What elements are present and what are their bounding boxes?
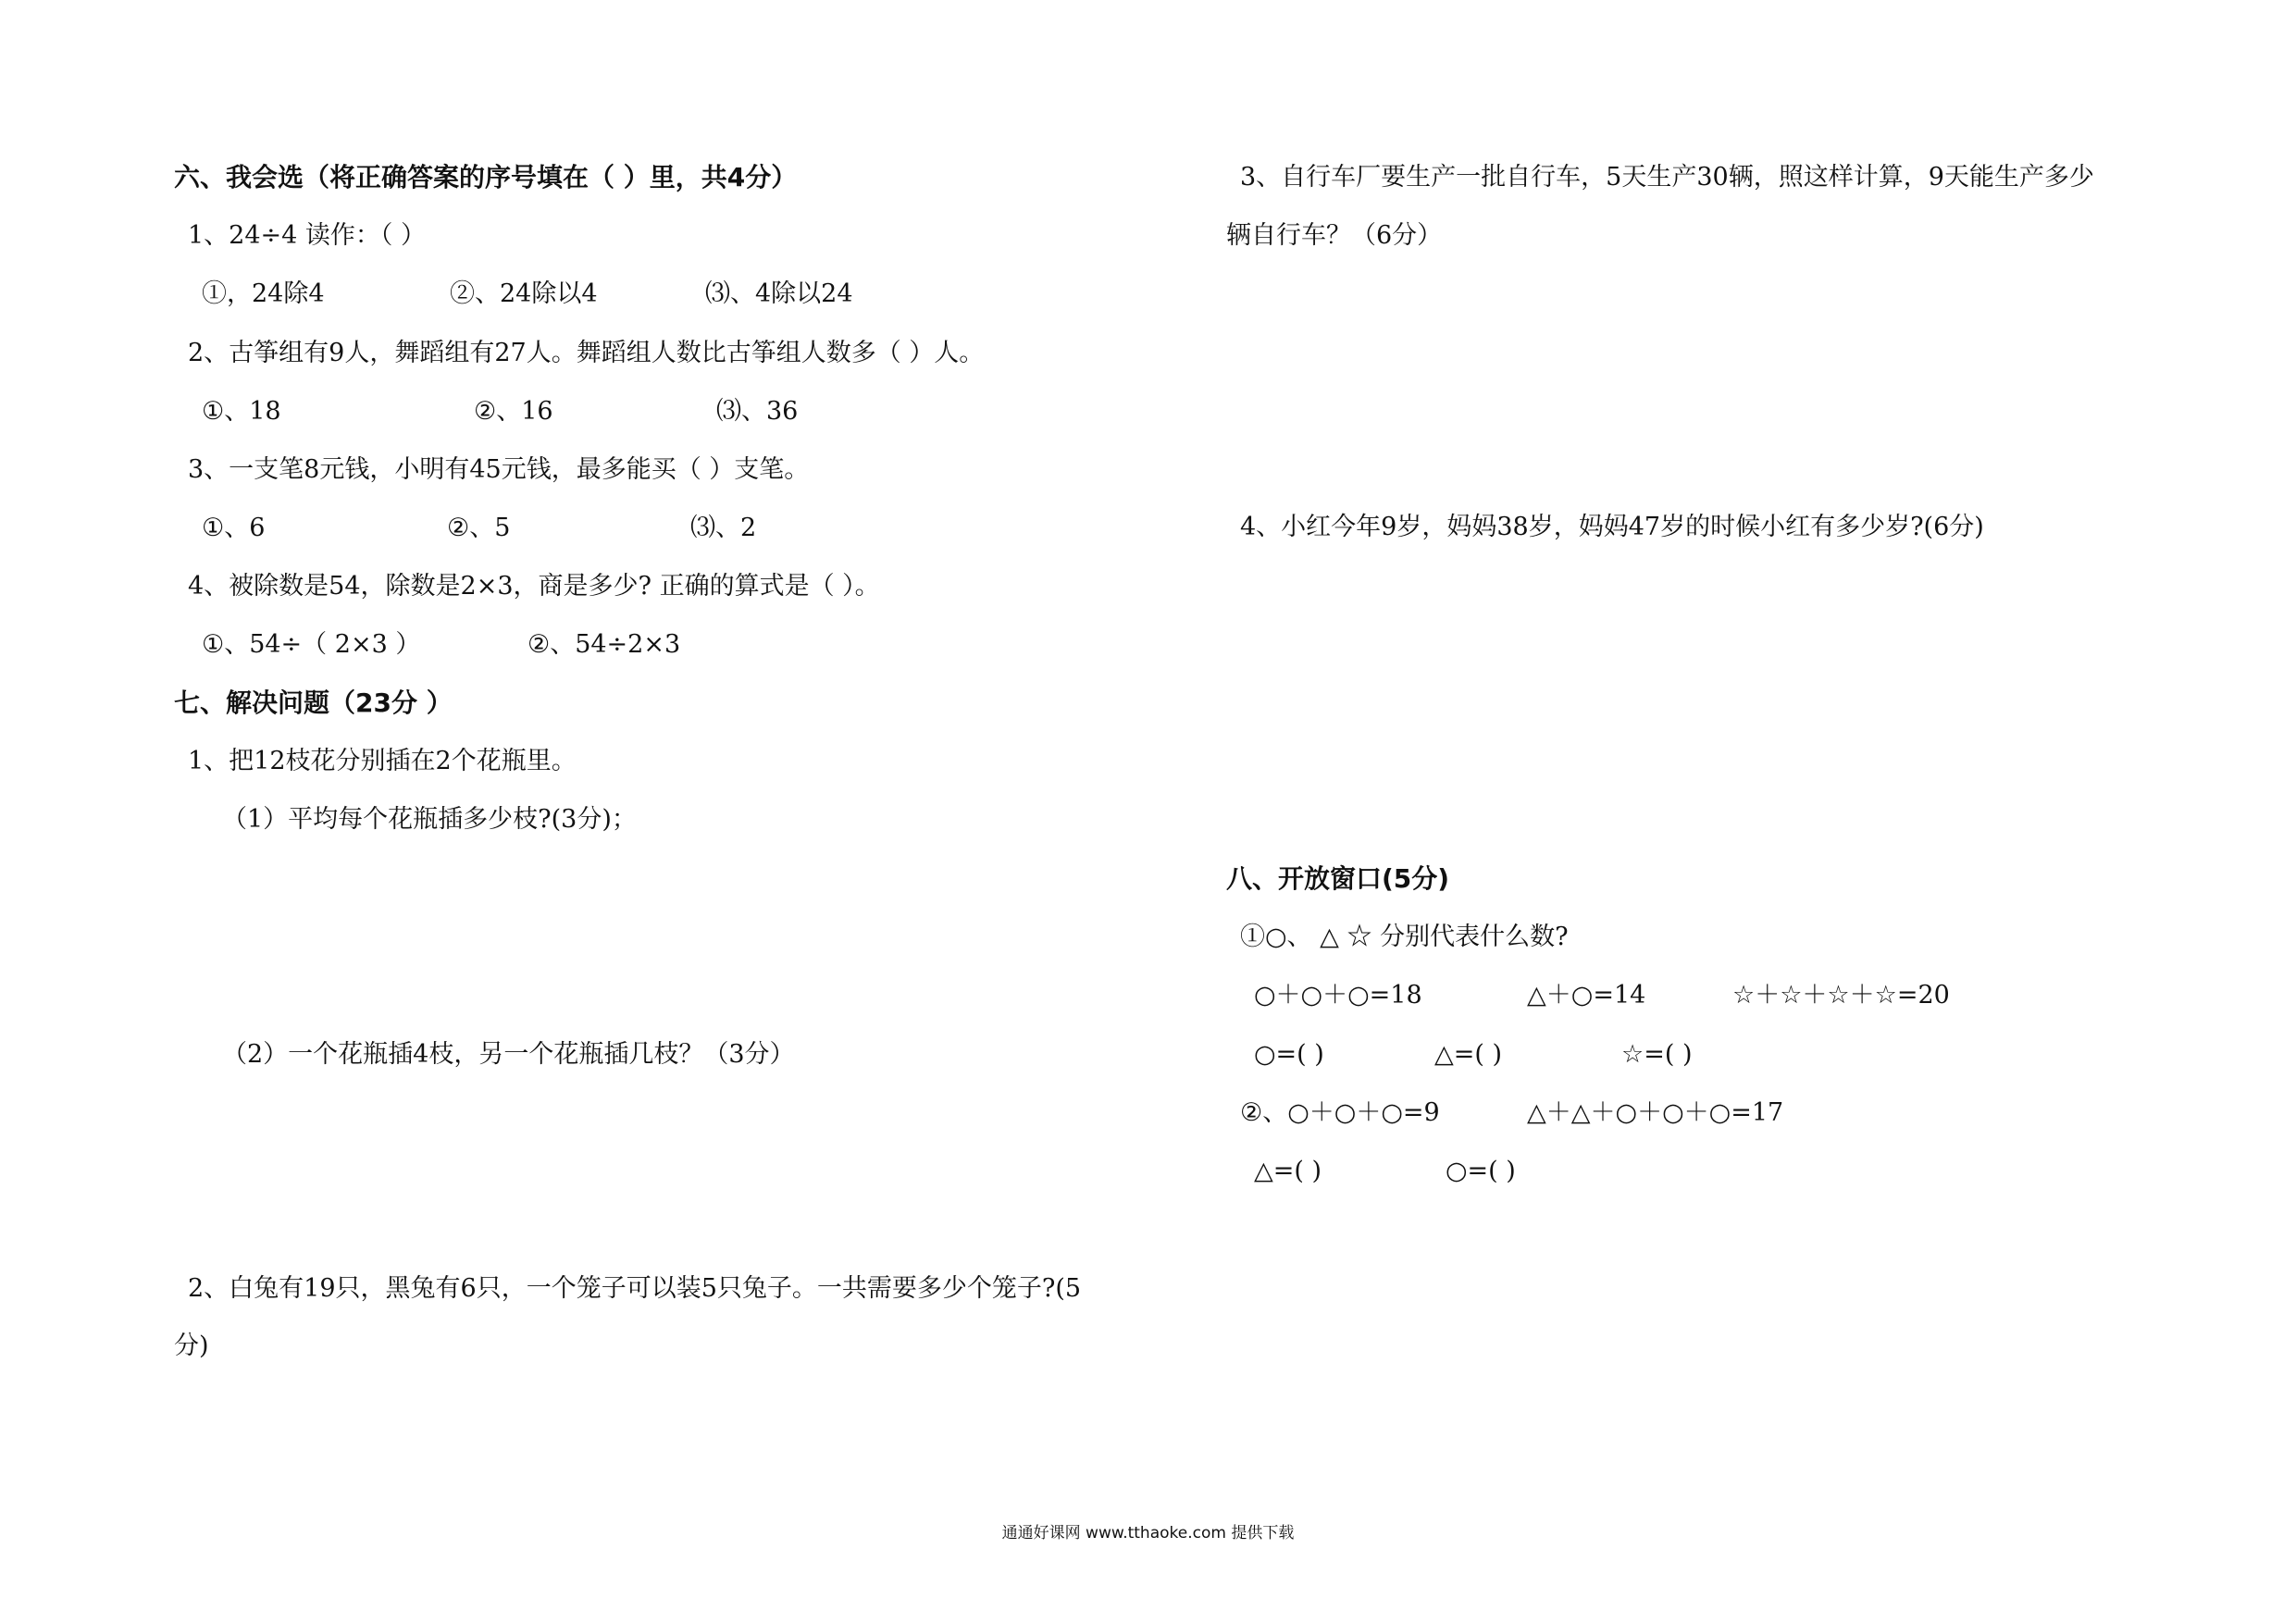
- question-1: 1、24÷4 读作：（ ）: [188, 221, 427, 250]
- question-4-option-1: ①、54÷（ 2×3 ）: [202, 630, 421, 659]
- problem-4: 4、小红今年9岁，妈妈38岁，妈妈47岁的时候小红有多少岁?(6分): [1240, 513, 1984, 541]
- question-2-option-2: ②、16: [474, 397, 553, 426]
- open-question-1-equation-3: ☆＋☆＋☆＋☆=20: [1732, 981, 1950, 1010]
- page-footer: 通通好课网 www.tthaoke.com 提供下载: [1001, 1524, 1295, 1542]
- question-1-option-2: ②、24除以4: [450, 279, 598, 308]
- question-4-option-2: ②、54÷2×3: [527, 630, 681, 659]
- question-3: 3、一支笔8元钱，小明有45元钱，最多能买（ ）支笔。: [188, 455, 810, 484]
- question-3-option-2: ②、5: [447, 514, 511, 542]
- problem-2-line-1: 2、白兔有19只，黑兔有6只，一个笼子可以装5只兔子。一共需要多少个笼子?(5: [188, 1274, 1082, 1303]
- open-question-1: ①○、 △ ☆ 分别代表什么数?: [1240, 923, 1569, 951]
- open-question-1-answer-1: ○=( ): [1254, 1040, 1324, 1069]
- problem-2-line-2: 分): [174, 1332, 209, 1360]
- open-question-1-equation-2: △＋○=14: [1527, 981, 1646, 1010]
- problem-1-part-2: （2）一个花瓶插4枝，另一个花瓶插几枝？（3分）: [222, 1040, 795, 1069]
- problem-3-line-2: 辆自行车？（6分）: [1226, 221, 1443, 250]
- question-2: 2、古筝组有9人，舞蹈组有27人。舞蹈组人数比古筝组人数多（ ）人。: [188, 339, 985, 367]
- open-question-1-answer-2: △=( ): [1434, 1040, 1503, 1069]
- open-question-1-equation-1: ○＋○＋○=18: [1254, 981, 1422, 1010]
- open-question-2-equation-2: △＋△＋○＋○＋○=17: [1527, 1098, 1784, 1127]
- question-2-option-1: ①、18: [202, 397, 281, 426]
- open-question-2-answer-2: ○=( ): [1446, 1157, 1516, 1185]
- section-8-title: 八、开放窗口(5分): [1226, 863, 1450, 894]
- problem-1: 1、把12枝花分别插在2个花瓶里。: [188, 747, 577, 775]
- open-question-2-equation-1: ②、○＋○＋○=9: [1240, 1098, 1440, 1127]
- question-3-option-3: ⑶、2: [690, 514, 757, 542]
- section-6-title: 六、我会选（将正确答案的序号填在（ ）里，共4分）: [174, 162, 798, 192]
- problem-1-part-1: （1）平均每个花瓶插多少枝?(3分)；: [222, 805, 637, 834]
- open-question-1-answer-3: ☆=( ): [1621, 1040, 1693, 1069]
- question-1-option-3: ⑶、4除以24: [705, 279, 853, 308]
- question-4: 4、被除数是54，除数是2×3，商是多少? 正确的算式是（ ）。: [188, 572, 880, 601]
- open-question-2-answer-1: △=( ): [1254, 1157, 1322, 1185]
- question-2-option-3: ⑶、36: [716, 397, 799, 426]
- question-1-option-1: ①，24除4: [202, 279, 325, 308]
- problem-3-line-1: 3、自行车厂要生产一批自行车，5天生产30辆，照这样计算，9天能生产多少: [1240, 163, 2094, 192]
- section-7-title: 七、解决问题（23分 ）: [174, 688, 453, 718]
- question-3-option-1: ①、6: [202, 514, 266, 542]
